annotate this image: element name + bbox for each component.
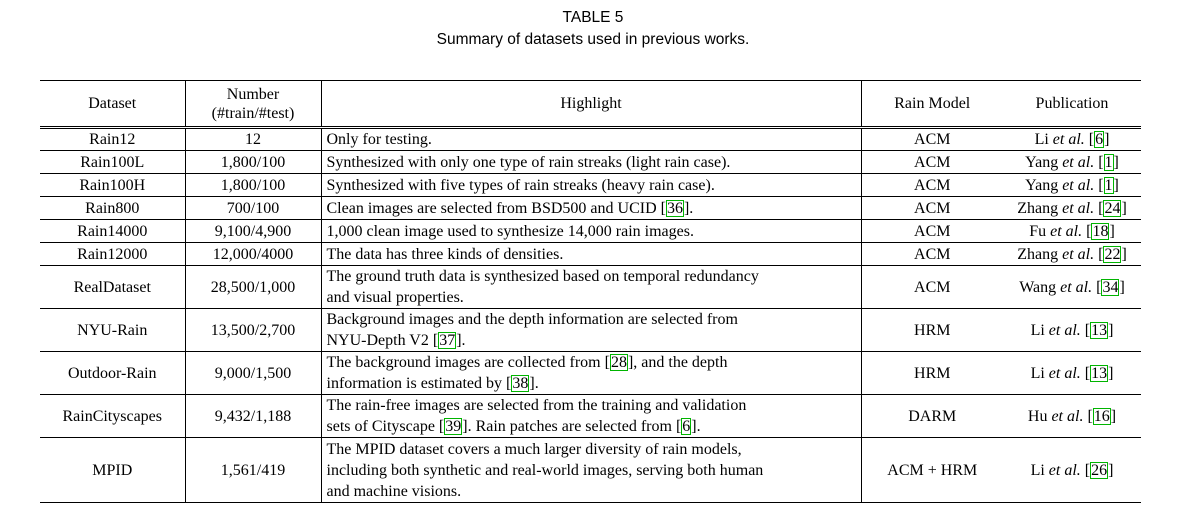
- cell-number: 1,800/100: [185, 174, 321, 197]
- cell-rain-model: ACM: [861, 197, 1003, 220]
- table-row: [40, 352, 1141, 395]
- et-al: et al.: [1048, 364, 1081, 382]
- citation-ref[interactable]: 13: [1091, 364, 1108, 382]
- header-dataset: Dataset: [40, 81, 185, 128]
- cell-publication: Fu et al. [18]: [1029, 222, 1115, 240]
- cell-rain-model: DARM: [861, 395, 1003, 438]
- publication-author: Li: [1030, 461, 1049, 479]
- cell-dataset: Rain100H: [40, 174, 185, 197]
- publication-author: Yang: [1025, 153, 1063, 171]
- citation-ref[interactable]: 6: [682, 418, 691, 435]
- publication-author: Li: [1034, 131, 1053, 148]
- citation-ref[interactable]: 38: [512, 375, 529, 392]
- table-row: [40, 243, 1141, 266]
- cell-dataset: Outdoor-Rain: [40, 352, 185, 395]
- header-number: [185, 81, 321, 128]
- cell-number: 1,561/419: [185, 438, 321, 503]
- cell-number: 9,432/1,188: [185, 395, 321, 438]
- table-row: [40, 128, 1141, 151]
- publication-author: Fu: [1029, 222, 1051, 240]
- cell-dataset: MPID: [40, 438, 185, 503]
- table-row: [40, 220, 1141, 243]
- cell-publication: Li et al. [13]: [1030, 321, 1114, 339]
- publication-author: Zhang: [1017, 245, 1063, 263]
- et-al: et al.: [1048, 321, 1081, 339]
- citation-ref[interactable]: 28: [610, 354, 627, 371]
- et-al: et al.: [1062, 176, 1095, 194]
- citation-ref[interactable]: 1: [1104, 153, 1113, 171]
- header-rain-model: Rain Model: [861, 81, 1003, 128]
- table-row: [40, 309, 1141, 352]
- cell-rain-model: ACM: [861, 174, 1003, 197]
- cell-highlight: Synthesized with only one type of rain streaks (light rain case).: [326, 153, 731, 171]
- cell-rain-model: ACM + HRM: [861, 438, 1003, 503]
- publication-author: Wang: [1019, 278, 1061, 296]
- et-al: et al.: [1051, 407, 1084, 425]
- citation-ref[interactable]: 26: [1091, 461, 1108, 479]
- cell-highlight: The data has three kinds of densities.: [326, 245, 564, 263]
- table-label: TABLE 5: [562, 9, 624, 26]
- cell-number: 700/100: [185, 197, 321, 220]
- header-number-line2: (#train/#test): [211, 104, 295, 122]
- cell-number: 12,000/4000: [185, 243, 321, 266]
- citation-ref[interactable]: 6: [1095, 131, 1104, 148]
- cell-number: 9,100/4,900: [185, 220, 321, 243]
- table-header: [40, 81, 1141, 128]
- cell-highlight: 1,000 clean image used to synthesize 14,000 rain images.: [326, 222, 694, 240]
- table-row: [40, 174, 1141, 197]
- cell-rain-model: ACM: [861, 128, 1003, 151]
- publication-author: Hu: [1027, 407, 1052, 425]
- table-body: [40, 128, 1141, 503]
- cell-dataset: Rain100L: [40, 151, 185, 174]
- et-al: et al.: [1052, 131, 1085, 148]
- cell-publication: Li et al. [13]: [1030, 364, 1114, 382]
- cell-number: 13,500/2,700: [185, 309, 321, 352]
- cell-number: 9,000/1,500: [185, 352, 321, 395]
- cell-rain-model: ACM: [861, 243, 1003, 266]
- cell-highlight: Synthesized with five types of rain streaks (heavy rain case).: [326, 176, 715, 194]
- publication-author: Li: [1030, 364, 1049, 382]
- header-highlight: Highlight: [560, 95, 622, 112]
- citation-ref[interactable]: 39: [445, 418, 462, 435]
- citation-ref[interactable]: 13: [1091, 321, 1108, 339]
- cell-number: 12: [185, 128, 321, 151]
- table-row: [40, 395, 1141, 438]
- citation-ref[interactable]: 1: [1104, 176, 1113, 194]
- citation-ref[interactable]: 16: [1093, 407, 1110, 425]
- cell-rain-model: ACM: [861, 151, 1003, 174]
- cell-dataset: Rain14000: [40, 220, 185, 243]
- et-al: et al.: [1062, 245, 1095, 263]
- et-al: et al.: [1050, 222, 1083, 240]
- cell-highlight: The rain-free images are selected from the training and validation sets of Cityscape [39]. Rain patches are selected from [6].: [326, 397, 747, 435]
- cell-publication: Li et al. [26]: [1030, 461, 1114, 479]
- cell-rain-model: ACM: [861, 220, 1003, 243]
- citation-ref[interactable]: 37: [439, 332, 456, 349]
- datasets-table: [40, 80, 1141, 503]
- cell-number: 1,800/100: [185, 151, 321, 174]
- cell-dataset: Rain800: [40, 197, 185, 220]
- citation-ref[interactable]: 18: [1092, 222, 1109, 240]
- table-caption: Summary of datasets used in previous works.: [436, 31, 750, 48]
- cell-highlight: The background images are collected from [28], and the depth information is estimated by [38].: [326, 354, 728, 392]
- cell-highlight: Background images and the depth information are selected from NYU-Depth V2 [37].: [326, 311, 738, 349]
- cell-highlight: The MPID dataset covers a much larger diversity of rain models, including both synthetic and real-world images, serving both human and machine visions.: [326, 440, 764, 500]
- cell-publication: Wang et al. [34]: [1019, 278, 1125, 296]
- cell-publication: Zhang et al. [24]: [1017, 199, 1127, 217]
- header-number-line1: Number: [226, 85, 280, 103]
- cell-highlight: Clean images are selected from BSD500 and UCID [36].: [326, 199, 694, 217]
- cell-number: 28,500/1,000: [185, 266, 321, 309]
- et-al: et al.: [1062, 199, 1095, 217]
- cell-publication: Yang et al. [1]: [1025, 153, 1119, 171]
- cell-dataset: RainCityscapes: [40, 395, 185, 438]
- cell-publication: Li et al. [6]: [1034, 131, 1110, 148]
- table-row: [40, 197, 1141, 220]
- table-row: [40, 266, 1141, 309]
- publication-author: Zhang: [1017, 199, 1063, 217]
- publication-author: Yang: [1025, 176, 1063, 194]
- publication-author: Li: [1030, 321, 1049, 339]
- cell-rain-model: HRM: [861, 309, 1003, 352]
- cell-publication: Zhang et al. [22]: [1017, 245, 1127, 263]
- header-publication: Publication: [1035, 95, 1109, 112]
- et-al: et al.: [1048, 461, 1081, 479]
- cell-publication: Hu et al. [16]: [1027, 407, 1117, 425]
- cell-rain-model: ACM: [861, 266, 1003, 309]
- et-al: et al.: [1062, 153, 1095, 171]
- cell-dataset: RealDataset: [40, 266, 185, 309]
- cell-publication: Yang et al. [1]: [1025, 176, 1119, 194]
- table-row: [40, 151, 1141, 174]
- citation-ref[interactable]: 24: [1104, 199, 1121, 217]
- cell-highlight: The ground truth data is synthesized based on temporal redundancy and visual properties.: [326, 268, 759, 306]
- citation-ref[interactable]: 22: [1104, 245, 1121, 263]
- cell-dataset: Rain12000: [40, 243, 185, 266]
- citation-ref[interactable]: 34: [1102, 278, 1119, 296]
- cell-dataset: NYU-Rain: [40, 309, 185, 352]
- citation-ref[interactable]: 36: [666, 199, 683, 217]
- table-row: [40, 438, 1141, 503]
- cell-highlight: Only for testing.: [326, 131, 432, 148]
- cell-rain-model: HRM: [861, 352, 1003, 395]
- cell-dataset: Rain12: [40, 128, 185, 151]
- et-al: et al.: [1060, 278, 1093, 296]
